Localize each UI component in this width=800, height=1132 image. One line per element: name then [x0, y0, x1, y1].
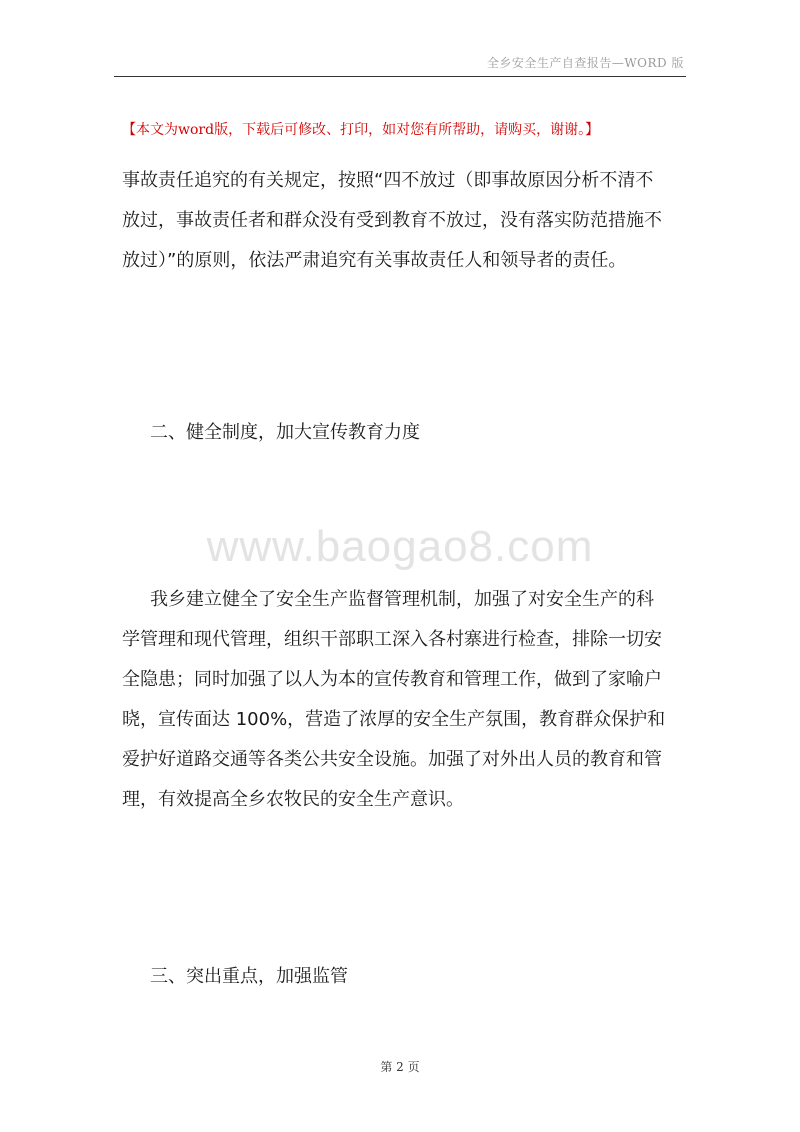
paragraph-line: 全隐患；同时加强了以人为本的宣传教育和管理工作，做到了家喻户: [122, 669, 662, 690]
paragraph-line: 我乡建立健全了安全生产监督管理机制，加强了对安全生产的科: [150, 589, 654, 610]
paragraph-accountability: [122, 161, 688, 281]
section-heading-3: 三、突出重点，加强监管: [150, 966, 348, 987]
paragraph-publicity: [122, 580, 688, 820]
paragraph-line: 理，有效提高全乡农牧民的安全生产意识。: [122, 789, 464, 810]
page-number: 第 2 页: [380, 1060, 420, 1074]
header-title: 全乡安全生产自查报告—WORD 版: [486, 56, 684, 70]
header-divider: [114, 76, 686, 77]
paragraph-line: 事故责任追究的有关规定，按照“四不放过（即事故原因分析不清不: [122, 170, 654, 191]
paragraph-line: 放过，事故责任者和群众没有受到教育不放过，没有落实防范措施不: [122, 210, 662, 231]
purchase-notice: 【本文为word版，下载后可修改、打印，如对您有所帮助，请购买，谢谢。】: [122, 122, 600, 138]
paragraph-line: 晓，宣传面达 100%，营造了浓厚的安全生产氛围，教育群众保护和: [122, 709, 666, 730]
paragraph-line: 爱护好道路交通等各类公共安全设施。加强了对外出人员的教育和管: [122, 749, 662, 770]
watermark: www.baogao8.com: [206, 522, 594, 571]
section-heading-2: 二、健全制度，加大宣传教育力度: [150, 422, 420, 443]
paragraph-line: 放过）”的原则，依法严肃追究有关事故责任人和领导者的责任。: [122, 250, 627, 271]
paragraph-line: 学管理和现代管理，组织干部职工深入各村寨进行检查，排除一切安: [122, 629, 662, 650]
